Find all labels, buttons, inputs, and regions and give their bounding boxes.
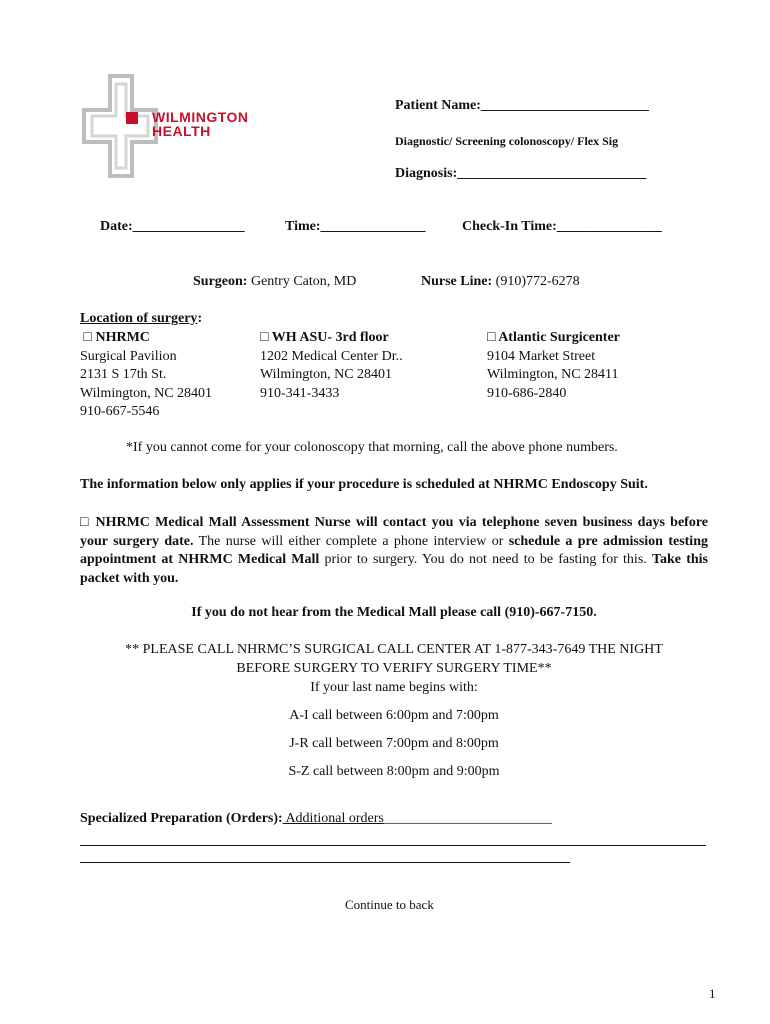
call-center-line-1: ** PLEASE CALL NHRMC’S SURGICAL CALL CENTER AT 1-877-343-7649 THE NIGHT	[125, 642, 663, 657]
location-line: 2131 S 17th St.	[80, 367, 167, 382]
surgeon-label: Surgeon:	[193, 274, 248, 289]
location-atlantic-name[interactable]: □ Atlantic Surgicenter	[487, 330, 620, 345]
page-number: 1	[709, 986, 716, 1001]
continue-to-back: Continue to back	[345, 897, 434, 912]
nurse-line-value: (910)772-6278	[492, 274, 580, 289]
nurse-line-info	[421, 274, 580, 290]
location-wh-asu	[260, 329, 403, 403]
date-field[interactable]: Date:________________	[100, 219, 245, 234]
location-nhrmc	[80, 329, 212, 422]
orders-value[interactable]: Additional orders	[282, 811, 384, 826]
schedule-a-i: A-I call between 6:00pm and 7:00pm	[289, 708, 499, 723]
checkbox-icon[interactable]: □	[83, 330, 92, 345]
diagnosis-field[interactable]: Diagnosis:___________________________	[395, 166, 647, 181]
surgeon-info	[193, 274, 356, 290]
location-line: Wilmington, NC 28401	[80, 385, 213, 401]
last-name-intro: If your last name begins with:	[310, 680, 478, 695]
orders-blank-line[interactable]	[80, 845, 706, 846]
orders-field[interactable]: Specialized Preparation (Orders): Additional orders________________________	[80, 811, 552, 826]
applies-notice: The information below only applies if your procedure is scheduled at NHRMC Endoscopy Suit.	[80, 477, 648, 492]
nurse-line-label: Nurse Line:	[421, 274, 493, 289]
location-line: 910-667-5546	[80, 404, 160, 419]
assessment-paragraph: □ NHRMC Medical Mall Assessment Nurse will contact you via telephone seven business days before your surgery date. The nurse will either complete a phone interview or schedule a pre admission testing appointment at NHRMC Medical Mall prior to surgery. You do not need to be fasting for this. Take this packet with you.	[80, 515, 708, 586]
schedule-s-z: S-Z call between 8:00pm and 9:00pm	[288, 764, 500, 779]
checkbox-icon[interactable]: □	[487, 330, 496, 345]
location-line: Wilmington, NC 28401	[260, 367, 393, 382]
patient-name-field[interactable]: Patient Name:________________________	[395, 98, 649, 113]
location-atlantic	[487, 329, 620, 403]
orders-blank-line[interactable]	[80, 862, 570, 863]
procedure-type: Diagnostic/ Screening colonoscopy/ Flex Sig	[395, 134, 619, 148]
medical-mall-notice: If you do not hear from the Medical Mall please call (910)-667-7150.	[191, 605, 597, 620]
location-wh-asu-name[interactable]: □ WH ASU- 3rd floor	[260, 330, 389, 345]
location-line: Surgical Pavilion	[80, 348, 177, 364]
checkbox-icon[interactable]: □	[260, 330, 269, 345]
surgeon-value: Gentry Caton, MD	[247, 274, 357, 289]
schedule-j-r: J-R call between 7:00pm and 8:00pm	[289, 736, 499, 751]
logo-line-2: HEALTH	[152, 123, 211, 139]
time-field[interactable]: Time:_______________	[285, 219, 426, 234]
cannot-come-notice: *If you cannot come for your colonoscopy that morning, call the above phone numbers.	[126, 440, 618, 455]
location-heading: Location of surgery:	[80, 311, 203, 326]
location-line: 1202 Medical Center Dr..	[260, 348, 403, 364]
orders-label: Specialized Preparation (Orders)	[80, 811, 279, 826]
call-center-line-2: BEFORE SURGERY TO VERIFY SURGERY TIME**	[236, 661, 552, 676]
location-line: 910-341-3433	[260, 385, 340, 401]
location-line: 9104 Market Street	[487, 348, 596, 364]
wilmington-health-logo	[80, 72, 280, 182]
location-nhrmc-name[interactable]: □ NHRMC	[83, 330, 150, 345]
cross-logo-icon	[80, 72, 160, 182]
location-line: Wilmington, NC 28411	[487, 367, 619, 382]
logo-line-1: WILMINGTON	[152, 109, 249, 125]
checkin-time-field[interactable]: Check-In Time:_______________	[462, 219, 662, 234]
location-line: 910-686-2840	[487, 385, 567, 401]
